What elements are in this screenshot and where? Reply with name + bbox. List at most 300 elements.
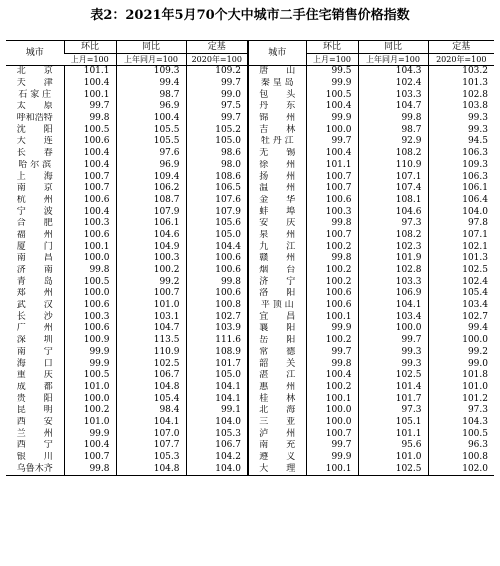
yoy-value: 98.7 [116, 89, 186, 101]
yoy-value: 100.4 [116, 113, 186, 125]
mom-value: 100.5 [64, 276, 116, 288]
mom-value: 100.6 [64, 195, 116, 207]
base-value: 100.6 [186, 265, 248, 277]
yoy-value: 95.6 [358, 440, 428, 452]
yoy-value: 107.4 [358, 183, 428, 195]
city-name: 平 顶 山 [248, 300, 306, 312]
yoy-value: 100.7 [116, 288, 186, 300]
yoy-value: 105.4 [116, 393, 186, 405]
base-value: 102.7 [428, 311, 494, 323]
city-name: 大 理 [248, 463, 306, 475]
mom-header: 环比 [64, 41, 116, 54]
table-row [6, 171, 494, 183]
base-value: 104.3 [428, 417, 494, 429]
yoy-value: 104.7 [358, 101, 428, 113]
mom-value: 100.5 [64, 370, 116, 382]
mom-subheader: 上月=100 [64, 54, 116, 66]
table-row [6, 358, 494, 370]
yoy-value: 101.0 [358, 452, 428, 464]
yoy-value: 108.7 [116, 195, 186, 207]
mom-value: 100.0 [64, 253, 116, 265]
city-header: 城市 [6, 41, 64, 66]
city-name: 泉 州 [248, 230, 306, 242]
base-value: 98.6 [186, 148, 248, 160]
base-value: 106.5 [186, 183, 248, 195]
city-name: 厦 门 [16, 241, 53, 252]
base-value: 101.0 [428, 382, 494, 394]
mom-value: 101.0 [64, 417, 116, 429]
base-value: 97.5 [186, 101, 248, 113]
table-row [6, 241, 494, 253]
yoy-value: 102.5 [358, 463, 428, 475]
city-name: 泸 州 [248, 428, 306, 440]
mom-value: 100.3 [64, 311, 116, 323]
yoy-value: 104.1 [116, 417, 186, 429]
base-value: 102.1 [428, 241, 494, 253]
city-name: 呼和浩特 [16, 113, 53, 124]
yoy-value: 107.7 [116, 440, 186, 452]
base-value: 99.8 [186, 276, 248, 288]
city-name: 石 家 庄 [18, 89, 52, 100]
base-value: 96.3 [428, 440, 494, 452]
city-name: 丹 东 [248, 101, 306, 113]
base-value: 99.4 [428, 323, 494, 335]
city-name: 蚌 埠 [248, 206, 306, 218]
city-name: 贵 阳 [16, 393, 53, 404]
yoy-value: 105.5 [116, 124, 186, 136]
yoy-value: 103.4 [358, 311, 428, 323]
mom-value: 100.4 [306, 101, 358, 113]
base-value: 99.0 [428, 358, 494, 370]
yoy-header: 同比 [116, 41, 186, 54]
base-value: 101.2 [428, 393, 494, 405]
base-value: 101.3 [428, 78, 494, 90]
city-name: 湛 江 [248, 370, 306, 382]
city-name: 南 宁 [16, 346, 53, 357]
mom-value: 100.7 [306, 183, 358, 195]
mom-value: 100.4 [306, 370, 358, 382]
yoy-value: 106.7 [116, 370, 186, 382]
yoy-value: 109.4 [116, 171, 186, 183]
mom-value: 99.5 [306, 66, 358, 78]
yoy-value: 110.9 [358, 160, 428, 172]
base-value: 105.3 [186, 428, 248, 440]
city-name: 兰 州 [16, 428, 53, 439]
yoy-value: 106.9 [358, 288, 428, 300]
city-name: 天 津 [16, 78, 53, 89]
mom-value: 100.7 [64, 171, 116, 183]
table-row [6, 89, 494, 101]
city-name: 赣 州 [248, 253, 306, 265]
yoy-value: 102.5 [358, 370, 428, 382]
mom-value: 100.2 [306, 335, 358, 347]
city-name: 西 安 [16, 416, 53, 427]
yoy-subheader: 上年同月=100 [116, 54, 186, 66]
base-value: 102.7 [186, 311, 248, 323]
city-name: 岳 阳 [248, 335, 306, 347]
mom-value: 99.7 [306, 440, 358, 452]
table-row [6, 218, 494, 230]
city-name: 合 肥 [16, 218, 53, 229]
mom-value: 99.9 [64, 347, 116, 359]
mom-value: 100.0 [64, 288, 116, 300]
yoy-value: 104.9 [116, 241, 186, 253]
table-row [6, 347, 494, 359]
mom-header-2: 环比 [306, 41, 358, 54]
table-row [6, 463, 494, 475]
city-name: 烟 台 [248, 265, 306, 277]
base-value: 97.3 [428, 405, 494, 417]
yoy-value: 105.5 [116, 136, 186, 148]
mom-value: 101.0 [64, 382, 116, 394]
yoy-value: 103.3 [358, 89, 428, 101]
yoy-value: 108.1 [358, 195, 428, 207]
city-name: 杭 州 [16, 194, 53, 205]
mom-value: 100.0 [306, 124, 358, 136]
table-row [6, 276, 494, 288]
yoy-value: 107.9 [116, 206, 186, 218]
base-value: 94.5 [428, 136, 494, 148]
base-value: 101.8 [428, 370, 494, 382]
base-subheader-2: 2020年=100 [428, 54, 494, 66]
city-name: 郑 州 [16, 288, 53, 299]
yoy-value: 104.6 [358, 206, 428, 218]
base-value: 106.4 [428, 195, 494, 207]
base-value: 108.9 [186, 347, 248, 359]
page-title: 表2：2021年5月70个大中城市二手住宅销售价格指数 [90, 8, 410, 23]
city-name: 宜 昌 [248, 311, 306, 323]
mom-value: 100.3 [306, 206, 358, 218]
base-value: 107.1 [428, 230, 494, 242]
mom-value: 99.9 [64, 428, 116, 440]
city-name: 西 宁 [16, 440, 53, 451]
mom-value: 100.2 [306, 276, 358, 288]
mom-value: 100.4 [64, 160, 116, 172]
base-value: 97.8 [428, 218, 494, 230]
table-row [6, 230, 494, 242]
mom-value: 100.2 [64, 405, 116, 417]
base-value: 102.0 [428, 463, 494, 475]
base-value: 104.0 [428, 206, 494, 218]
yoy-value: 108.2 [358, 230, 428, 242]
table-row [6, 323, 494, 335]
mom-value: 99.7 [64, 101, 116, 113]
mom-value: 100.7 [64, 183, 116, 195]
yoy-value: 109.3 [116, 66, 186, 78]
mom-value: 100.6 [64, 323, 116, 335]
mom-value: 100.3 [64, 218, 116, 230]
mom-value: 100.2 [306, 382, 358, 394]
base-value: 99.3 [428, 113, 494, 125]
yoy-value: 105.1 [358, 417, 428, 429]
mom-value: 100.6 [64, 230, 116, 242]
base-value: 105.0 [186, 370, 248, 382]
mom-value: 100.7 [306, 428, 358, 440]
yoy-value: 100.2 [116, 265, 186, 277]
mom-value: 99.8 [306, 358, 358, 370]
yoy-subheader-2: 上年同月=100 [358, 54, 428, 66]
yoy-value: 99.4 [116, 78, 186, 90]
yoy-value: 92.9 [358, 136, 428, 148]
city-name: 长 沙 [16, 311, 53, 322]
table-row [6, 66, 494, 78]
city-name: 成 都 [16, 381, 53, 392]
table-row [6, 452, 494, 464]
mom-value: 99.8 [306, 253, 358, 265]
table-row [6, 335, 494, 347]
base-value: 102.8 [428, 89, 494, 101]
table-row [6, 417, 494, 429]
mom-subheader-2: 上月=100 [306, 54, 358, 66]
base-value: 103.9 [186, 323, 248, 335]
base-value: 101.3 [428, 253, 494, 265]
yoy-value: 113.5 [116, 335, 186, 347]
yoy-value: 101.9 [358, 253, 428, 265]
price-index-table [6, 40, 494, 476]
city-name: 秦 皇 岛 [248, 78, 306, 90]
base-value: 99.2 [428, 347, 494, 359]
city-name: 长 春 [16, 148, 53, 159]
mom-value: 99.9 [306, 113, 358, 125]
yoy-value: 104.8 [116, 463, 186, 475]
city-name: 安 庆 [248, 218, 306, 230]
base-value: 100.5 [428, 428, 494, 440]
yoy-value: 103.3 [358, 276, 428, 288]
table-row [6, 136, 494, 148]
base-value: 106.3 [428, 148, 494, 160]
base-value: 98.0 [186, 160, 248, 172]
yoy-value: 104.7 [116, 323, 186, 335]
mom-value: 100.1 [306, 393, 358, 405]
city-name: 温 州 [248, 183, 306, 195]
city-header-2: 城市 [248, 41, 306, 66]
table-row [6, 206, 494, 218]
city-name: 青 岛 [16, 276, 53, 287]
yoy-header-2: 同比 [358, 41, 428, 54]
mom-value: 101.1 [306, 160, 358, 172]
city-name: 济 南 [16, 265, 53, 276]
yoy-value: 99.7 [358, 335, 428, 347]
mom-value: 100.6 [306, 300, 358, 312]
mom-value: 100.0 [306, 417, 358, 429]
city-name: 南 京 [16, 183, 53, 194]
city-name: 遵 义 [248, 452, 306, 464]
base-header: 定基 [186, 41, 248, 54]
mom-value: 100.1 [306, 463, 358, 475]
yoy-value: 102.3 [358, 241, 428, 253]
base-value: 107.6 [186, 195, 248, 207]
mom-value: 100.5 [306, 89, 358, 101]
city-name: 太 原 [16, 101, 53, 112]
base-value: 107.9 [186, 206, 248, 218]
table-row [6, 288, 494, 300]
yoy-value: 101.4 [358, 382, 428, 394]
base-value: 105.0 [186, 136, 248, 148]
base-value: 106.1 [428, 183, 494, 195]
mom-value: 100.0 [64, 393, 116, 405]
city-name: 海 口 [16, 358, 53, 369]
base-value: 109.3 [428, 160, 494, 172]
yoy-value: 102.8 [358, 265, 428, 277]
base-value: 104.1 [186, 382, 248, 394]
mom-value: 99.9 [64, 358, 116, 370]
mom-value: 101.1 [64, 66, 116, 78]
base-value: 102.5 [428, 265, 494, 277]
yoy-value: 97.6 [116, 148, 186, 160]
base-value: 103.2 [428, 66, 494, 78]
table-row [6, 183, 494, 195]
yoy-value: 108.2 [358, 148, 428, 160]
base-value: 99.7 [186, 78, 248, 90]
yoy-value: 99.3 [358, 358, 428, 370]
table-row [6, 370, 494, 382]
city-name: 北 京 [16, 66, 53, 77]
yoy-value: 104.8 [116, 382, 186, 394]
mom-value: 100.4 [64, 440, 116, 452]
city-name: 包 头 [248, 89, 306, 101]
yoy-value: 98.4 [116, 405, 186, 417]
yoy-value: 104.1 [358, 300, 428, 312]
yoy-value: 100.0 [358, 323, 428, 335]
yoy-value: 106.2 [116, 183, 186, 195]
city-name: 三 亚 [248, 417, 306, 429]
mom-value: 100.2 [306, 265, 358, 277]
table-row [6, 160, 494, 172]
table-row [6, 428, 494, 440]
yoy-value: 104.6 [116, 230, 186, 242]
city-name: 常 德 [248, 347, 306, 359]
mom-value: 99.9 [306, 78, 358, 90]
city-name: 韶 关 [248, 358, 306, 370]
city-name: 哈 尔 滨 [18, 159, 52, 170]
city-name: 北 海 [248, 405, 306, 417]
yoy-value: 99.3 [358, 347, 428, 359]
base-value: 108.6 [186, 171, 248, 183]
city-name: 九 江 [248, 241, 306, 253]
city-name: 徐 州 [248, 160, 306, 172]
city-name: 大 连 [16, 136, 53, 147]
base-value: 105.0 [186, 230, 248, 242]
base-value: 100.6 [186, 288, 248, 300]
base-value: 103.4 [428, 300, 494, 312]
base-header-2: 定基 [428, 41, 494, 54]
base-value: 102.4 [428, 276, 494, 288]
yoy-value: 102.4 [358, 78, 428, 90]
mom-value: 100.6 [64, 300, 116, 312]
yoy-value: 96.9 [116, 101, 186, 113]
table-row [6, 148, 494, 160]
base-value: 105.2 [186, 124, 248, 136]
city-name: 吉 林 [248, 124, 306, 136]
base-value: 99.0 [186, 89, 248, 101]
city-name: 惠 州 [248, 382, 306, 394]
yoy-value: 107.0 [116, 428, 186, 440]
yoy-value: 102.5 [116, 358, 186, 370]
city-name: 金 华 [248, 195, 306, 207]
base-value: 101.7 [186, 358, 248, 370]
base-value: 111.6 [186, 335, 248, 347]
city-name: 南 昌 [16, 253, 53, 264]
yoy-value: 99.2 [116, 276, 186, 288]
mom-value: 99.7 [306, 136, 358, 148]
city-name: 桂 林 [248, 393, 306, 405]
city-name: 唐 山 [248, 66, 306, 78]
yoy-value: 101.7 [358, 393, 428, 405]
table-row [6, 440, 494, 452]
yoy-value: 97.3 [358, 405, 428, 417]
base-value: 104.0 [186, 417, 248, 429]
mom-value: 99.7 [306, 347, 358, 359]
city-name: 广 州 [16, 323, 53, 334]
yoy-value: 96.9 [116, 160, 186, 172]
mom-value: 100.4 [64, 78, 116, 90]
mom-value: 100.2 [306, 241, 358, 253]
base-value: 100.8 [428, 452, 494, 464]
yoy-value: 101.0 [116, 300, 186, 312]
base-value: 100.8 [186, 300, 248, 312]
city-name: 沈 阳 [16, 124, 53, 135]
base-value: 105.4 [428, 288, 494, 300]
mom-value: 99.8 [64, 265, 116, 277]
mom-value: 100.4 [64, 206, 116, 218]
yoy-value: 110.9 [116, 347, 186, 359]
mom-value: 100.6 [306, 195, 358, 207]
mom-value: 100.6 [306, 288, 358, 300]
mom-value: 99.9 [306, 323, 358, 335]
base-value: 105.6 [186, 218, 248, 230]
city-name: 牡 丹 江 [248, 136, 306, 148]
city-name: 深 圳 [16, 335, 53, 346]
mom-value: 100.1 [64, 241, 116, 253]
yoy-value: 103.1 [116, 311, 186, 323]
city-name: 银 川 [16, 452, 53, 463]
base-value: 99.3 [428, 124, 494, 136]
table-row [6, 265, 494, 277]
table-row [6, 113, 494, 125]
table-row [6, 101, 494, 113]
mom-value: 100.1 [306, 311, 358, 323]
city-name: 无 锡 [248, 148, 306, 160]
base-value: 106.3 [428, 171, 494, 183]
base-value: 100.0 [428, 335, 494, 347]
table-row [6, 195, 494, 207]
mom-value: 100.7 [306, 230, 358, 242]
base-value: 100.6 [186, 253, 248, 265]
table-row [6, 253, 494, 265]
table-body [6, 66, 494, 476]
city-name: 上 海 [16, 171, 53, 182]
yoy-value: 107.1 [358, 171, 428, 183]
mom-value: 100.4 [306, 148, 358, 160]
mom-value: 100.1 [64, 89, 116, 101]
city-name: 宁 波 [16, 206, 53, 217]
yoy-value: 101.1 [358, 428, 428, 440]
yoy-value: 104.3 [358, 66, 428, 78]
city-name: 扬 州 [248, 171, 306, 183]
base-value: 99.7 [186, 113, 248, 125]
yoy-value: 99.8 [358, 113, 428, 125]
mom-value: 100.5 [64, 124, 116, 136]
mom-value: 99.8 [64, 463, 116, 475]
mom-value: 99.8 [306, 218, 358, 230]
city-name: 南 充 [248, 440, 306, 452]
table-row [6, 300, 494, 312]
city-name: 襄 阳 [248, 323, 306, 335]
yoy-value: 106.1 [116, 218, 186, 230]
base-value: 104.0 [186, 463, 248, 475]
yoy-value: 98.7 [358, 124, 428, 136]
city-name: 济 宁 [248, 276, 306, 288]
